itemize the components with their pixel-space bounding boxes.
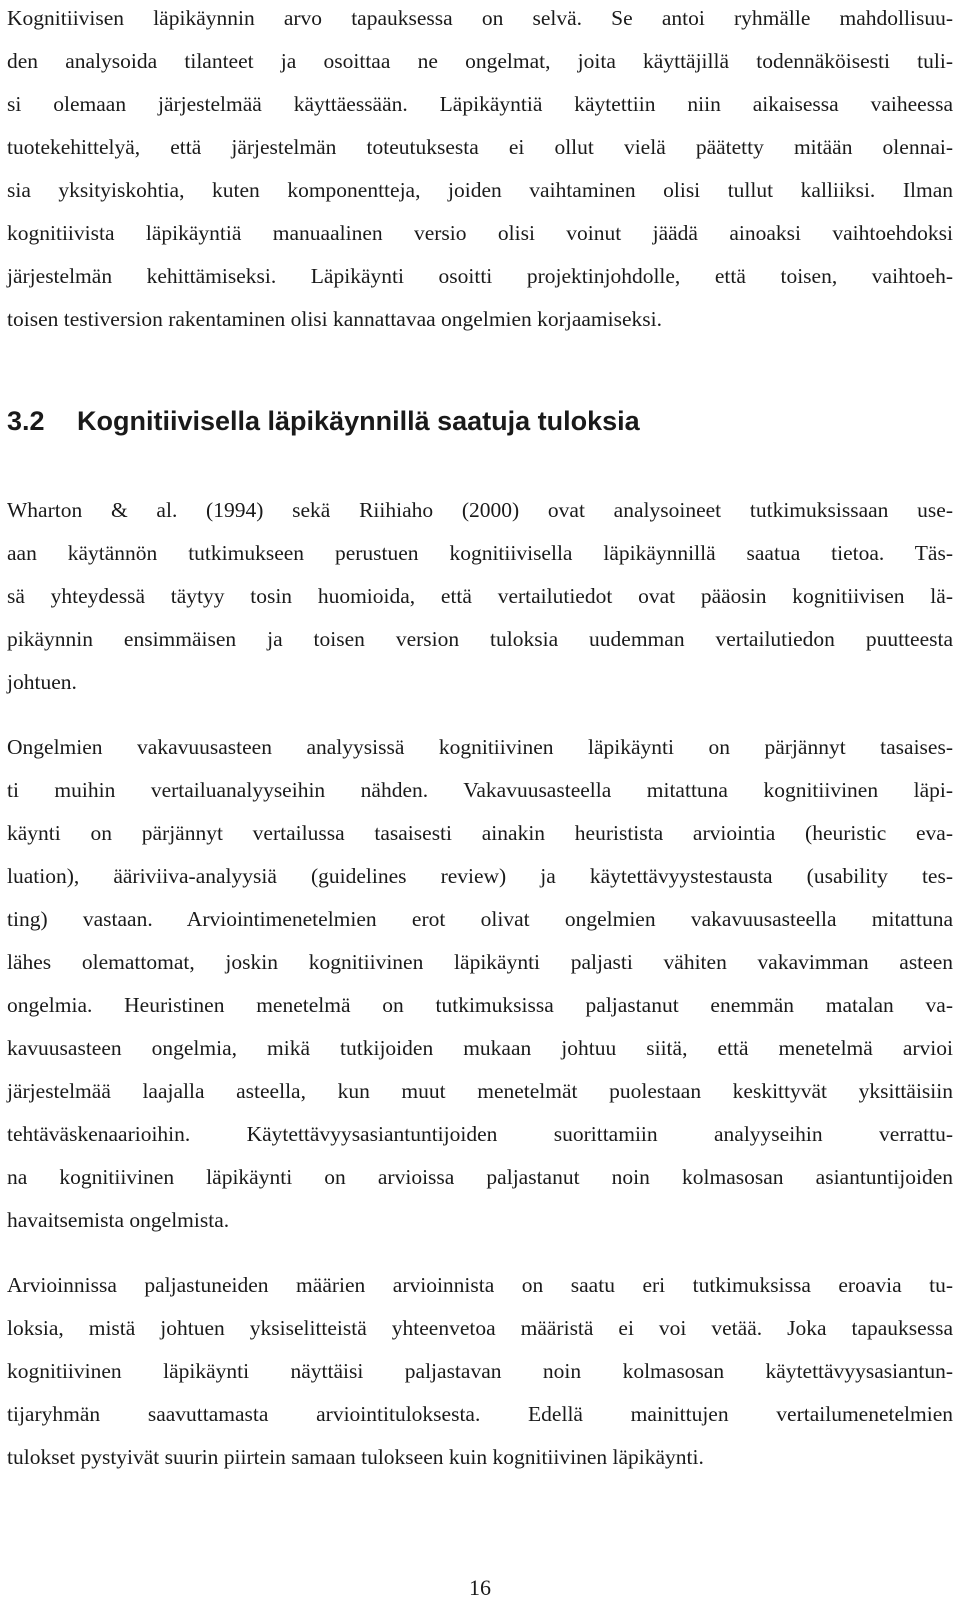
text-line: kavuusasteen ongelmia, mikä tutkijoiden mukaan johtuu siitä, että menetelmä arvioi [7,1036,953,1060]
text-line: käynti on pärjännyt vertailussa tasaisesti ainakin heuristista arviointia (heuristic eva- [7,821,953,845]
text-line: ting) vastaan. Arviointimenetelmien erot olivat ongelmien vakavuusasteella mitattuna [7,907,953,931]
text-line: tuotekehittelyä, että järjestelmän toteutuksesta ei ollut vielä päätetty mitään olennai- [7,135,953,159]
text-line: si olemaan järjestelmää käyttäessään. Läpikäyntiä käytettiin niin aikaisessa vaiheessa [7,92,953,116]
text-line: ti muihin vertailuanalyyseihin nähden. Vakavuusasteella mitattuna kognitiivinen läpi- [7,778,953,802]
section-title: Kognitiivisella läpikäynnillä saatuja tuloksia [77,406,640,436]
text-line: sä yhteydessä täytyy tosin huomioida, että vertailutiedot ovat pääosin kognitiivisen lä- [7,584,953,608]
text-line: pikäynnin ensimmäisen ja toisen version tuloksia uudemman vertailutiedon puutteesta [7,627,953,651]
text-line: sia yksityiskohtia, kuten komponentteja, joiden vaihtaminen olisi tullut kalliiksi. Ilman [7,178,953,202]
text-line: kognitiivinen läpikäynti näyttäisi paljastavan noin kolmasosan käytettävyysasiantun- [7,1359,953,1383]
text-line: järjestelmän kehittämiseksi. Läpikäynti osoitti projektinjohdolle, että toisen, vaihtoeh- [7,264,953,288]
text-line: Arvioinnissa paljastuneiden määrien arvioinnista on saatu eri tutkimuksissa eroavia tu- [7,1273,953,1297]
text-line: Kognitiivisen läpikäynnin arvo tapauksessa on selvä. Se antoi ryhmälle mahdollisuu- [7,6,953,30]
text-line: Ongelmien vakavuusasteen analyysissä kognitiivinen läpikäynti on pärjännyt tasaises- [7,735,953,759]
text-line: den analysoida tilanteet ja osoittaa ne ongelmat, joita käyttäjillä todennäköisesti tuli- [7,49,953,73]
section-heading [7,404,640,438]
text-line: aan käytännön tutkimukseen perustuen kognitiivisella läpikäynnillä saatua tietoa. Täs- [7,541,953,565]
text-line: na kognitiivinen läpikäynti on arvioissa paljastanut noin kolmasosan asiantuntijoiden [7,1165,953,1189]
text-line: loksia, mistä johtuen yksiselitteistä yhteenvetoa määristä ei voi vetää. Joka tapauksessa [7,1316,953,1340]
text-line: luation), ääriviiva-analyysiä (guidelines review) ja käytettävyystestausta (usability tes- [7,864,953,888]
text-line: Wharton & al. (1994) sekä Riihiaho (2000) ovat analysoineet tutkimuksissaan use- [7,498,953,522]
text-line: tulokset pystyivät suurin piirtein samaan tulokseen kuin kognitiivinen läpikäynti. [7,1445,704,1469]
text-line: kognitiivista läpikäyntiä manuaalinen versio olisi voinut jäädä ainoaksi vaihtoehdoksi [7,221,953,245]
page-number: 16 [469,1575,491,1600]
text-line: lähes olemattomat, joskin kognitiivinen läpikäynti paljasti vähiten vakavimman asteen [7,950,953,974]
text-line: tijaryhmän saavuttamasta arviointituloksesta. Edellä mainittujen vertailumenetelmien [7,1402,953,1426]
text-line: havaitsemista ongelmista. [7,1208,230,1232]
text-line: toisen testiversion rakentaminen olisi kannattavaa ongelmien korjaamiseksi. [7,307,662,331]
text-line: järjestelmää laajalla asteella, kun muut menetelmät puolestaan keskittyvät yksittäisiin [7,1079,953,1103]
text-line: johtuen. [7,670,77,694]
text-line: ongelmia. Heuristinen menetelmä on tutkimuksissa paljastanut enemmän matalan va- [7,993,953,1017]
section-number: 3.2 [7,406,45,436]
text-line: tehtäväskenaarioihin. Käytettävyysasiantuntijoiden suorittamiin analyyseihin verrattu- [7,1122,953,1146]
